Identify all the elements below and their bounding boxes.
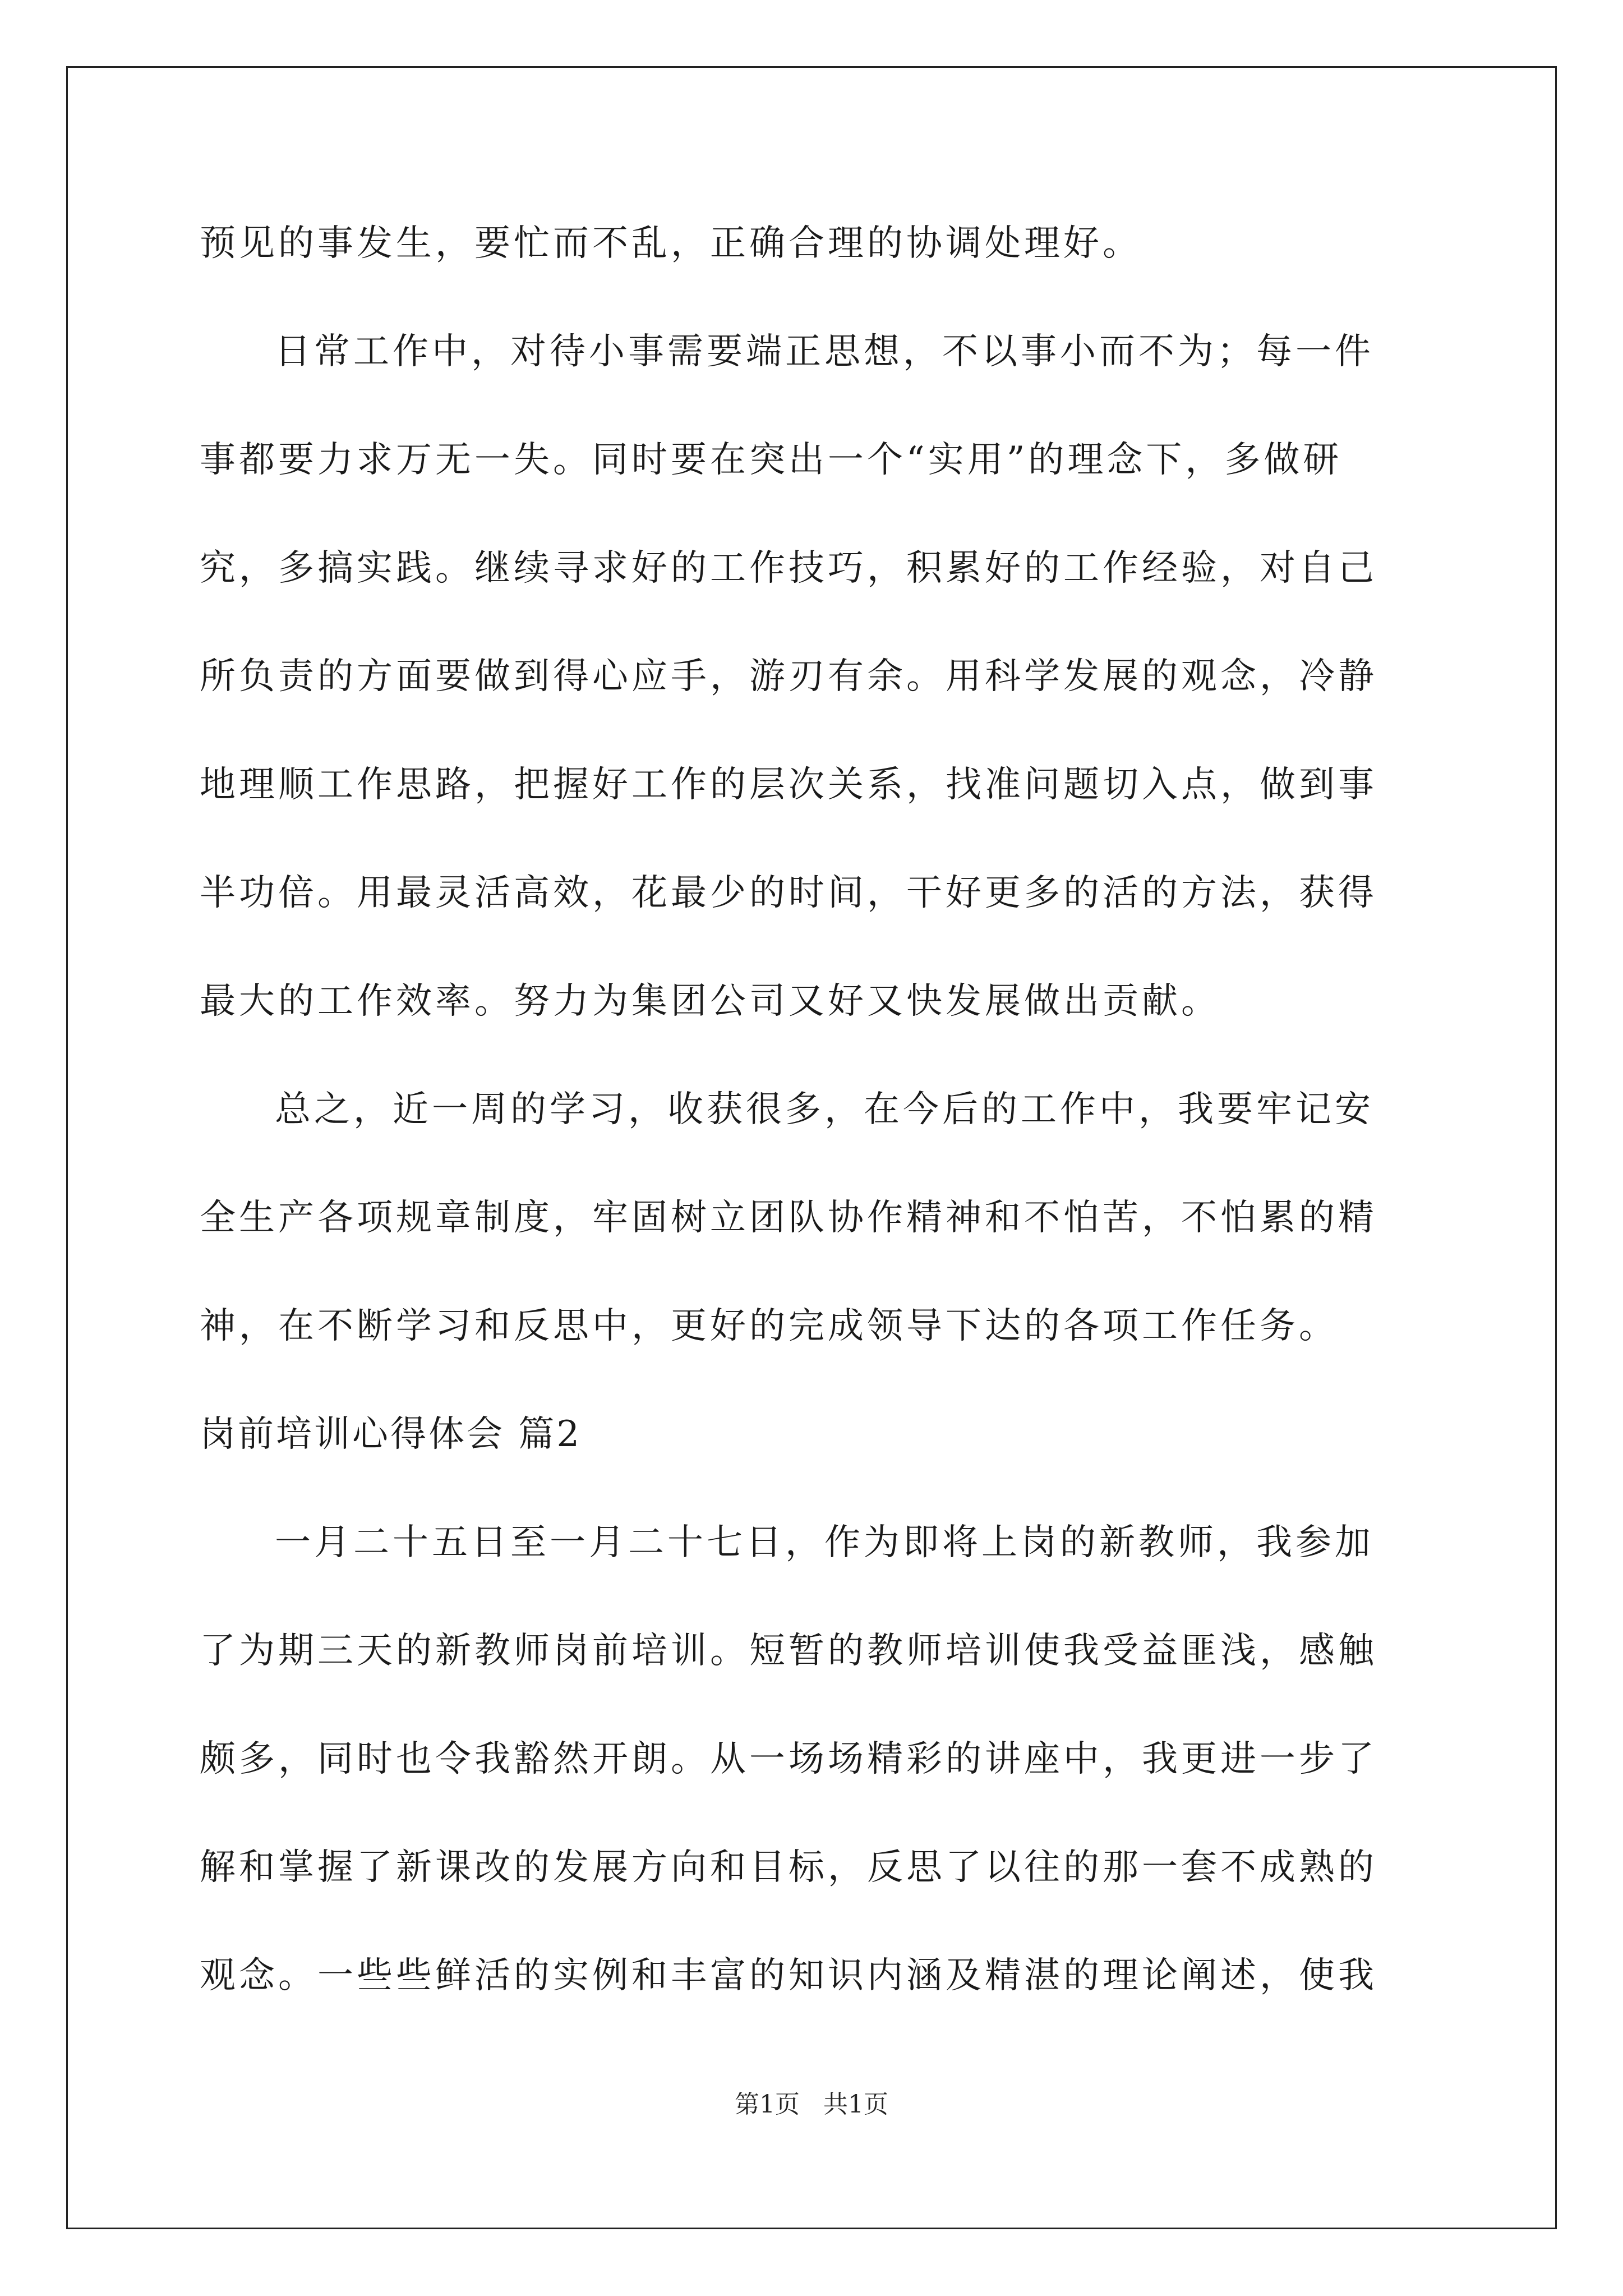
page-total: 共1页 [823, 2090, 888, 2119]
text-line: 预见的事发生，要忙而不乱，正确合理的协调处理好。 [200, 223, 1142, 264]
text-line: 全生产各项规章制度，牢固树立团队协作精神和不怕苦，不怕累的精 [200, 1197, 1377, 1239]
text-line: 解和掌握了新课改的发展方向和目标，反思了以往的那一套不成熟的 [200, 1847, 1377, 1888]
text-line: 所负责的方面要做到得心应手，游刃有余。用科学发展的观念，冷静 [200, 656, 1377, 697]
text-line: 了为期三天的新教师岗前培训。短暂的教师培训使我受益匪浅，感触 [200, 1630, 1377, 1672]
section-heading: 岗前培训心得体会 篇2 [200, 1414, 582, 1455]
text-line: 究，多搞实践。继续寻求好的工作技巧，积累好的工作经验，对自己 [200, 547, 1377, 589]
document-body [200, 210, 1422, 2050]
text-line: 最大的工作效率。努力为集团公司又好又快发展做出贡献。 [200, 981, 1220, 1022]
text-line: 一月二十五日至一月二十七日，作为即将上岗的新教师，我参加 [275, 1522, 1374, 1563]
text-line: 颇多，同时也令我豁然开朗。从一场场精彩的讲座中，我更进一步了 [200, 1738, 1377, 1780]
text-line: 神，在不断学习和反思中，更好的完成领导下达的各项工作任务。 [200, 1305, 1338, 1347]
text-line: 半功倍。用最灵活高效，花最少的时间，干好更多的活的方法，获得 [200, 872, 1377, 914]
text-line: 总之，近一周的学习，收获很多，在今后的工作中，我要牢记安 [275, 1089, 1374, 1130]
text-line: 日常工作中，对待小事需要端正思想，不以事小而不为；每一件 [275, 331, 1374, 372]
text-line: 地理顺工作思路，把握好工作的层次关系，找准问题切入点，做到事 [200, 764, 1377, 806]
page-footer [0, 2088, 1623, 2122]
page-number: 第1页 [735, 2090, 800, 2119]
text-line: 事都要力求万无一失。同时要在突出一个“实用”的理念下，多做研 [200, 439, 1343, 481]
text-line: 观念。一些些鲜活的实例和丰富的知识内涵及精湛的理论阐述，使我 [200, 1955, 1377, 1996]
